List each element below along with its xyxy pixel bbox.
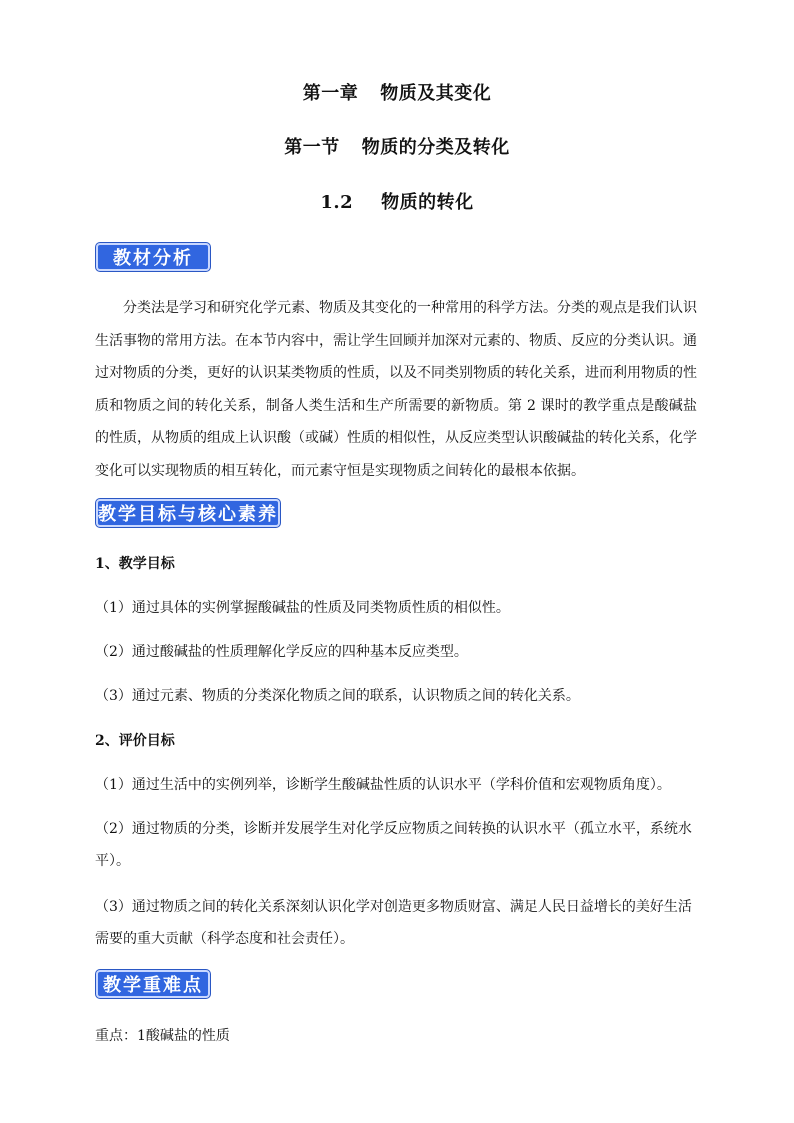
evaluation-goal-item: （3）通过物质之间的转化关系深刻认识化学对创造更多物质财富、满足人民日益增长的美好生活需要的重大贡献（科学态度和社会责任）。 (95, 899, 692, 947)
evaluation-goals-title: 2、评价目标 (95, 733, 175, 749)
key-points-badge: 教学重难点 (96, 970, 210, 998)
section-heading (0, 137, 794, 159)
goals-badge: 教学目标与核心素养 (96, 499, 280, 527)
lesson-title: 物质的转化 (381, 192, 474, 213)
evaluation-goal-item: （1）通过生活中的实例列举，诊断学生酸碱盐性质的认识水平（学科价值和宏观物质角度）。 (95, 777, 671, 793)
evaluation-goal-item: （2）通过物质的分类，诊断并发展学生对化学反应物质之间转换的认识水平（孤立水平，系统水平）。 (95, 821, 692, 869)
analysis-badge: 教材分析 (96, 243, 210, 271)
chapter-heading (0, 83, 794, 105)
teaching-goal-item: （3）通过元素、物质的分类深化物质之间的联系，认识物质之间的转化关系。 (95, 688, 580, 704)
teaching-goals-title: 1、教学目标 (95, 556, 175, 572)
section-title: 物质的分类及转化 (361, 137, 510, 158)
teaching-goal-item: （2）通过酸碱盐的性质理解化学反应的四种基本反应类型。 (95, 644, 468, 660)
analysis-paragraph: 分类法是学习和研究化学元素、物质及其变化的一种常用的科学方法。分类的观点是我们认识生活事物的常用方法。在本节内容中，需让学生回顾并加深对元素的、物质、反应的分类认识。通过对物质的分类，更好的认识某类物质的性质，以及不同类别物质的转化关系，进而利用物质的性质和物质之间的转化关系，制备人类生活和生产所需要的新物质。第 2 课时的教学重点是酸碱盐的性质，从物质的组成上认识酸（或碱）性质的相似性，从反应类型认识酸碱盐的转化关系，化学变化可以实现物质的相互转化，而元素守恒是实现物质之间转化的最根本依据。 (95, 300, 697, 479)
chapter-title: 物质及其变化 (380, 83, 492, 104)
teaching-goal-item: （1）通过具体的实例掌握酸碱盐的性质及同类物质性质的相似性。 (95, 600, 510, 616)
lesson-number: 1.2 (320, 192, 354, 213)
key-point-text: 重点：1酸碱盐的性质 (95, 1028, 230, 1044)
chapter-number: 第一章 (302, 83, 359, 104)
lesson-heading (0, 192, 794, 214)
section-number: 第一节 (284, 137, 340, 158)
